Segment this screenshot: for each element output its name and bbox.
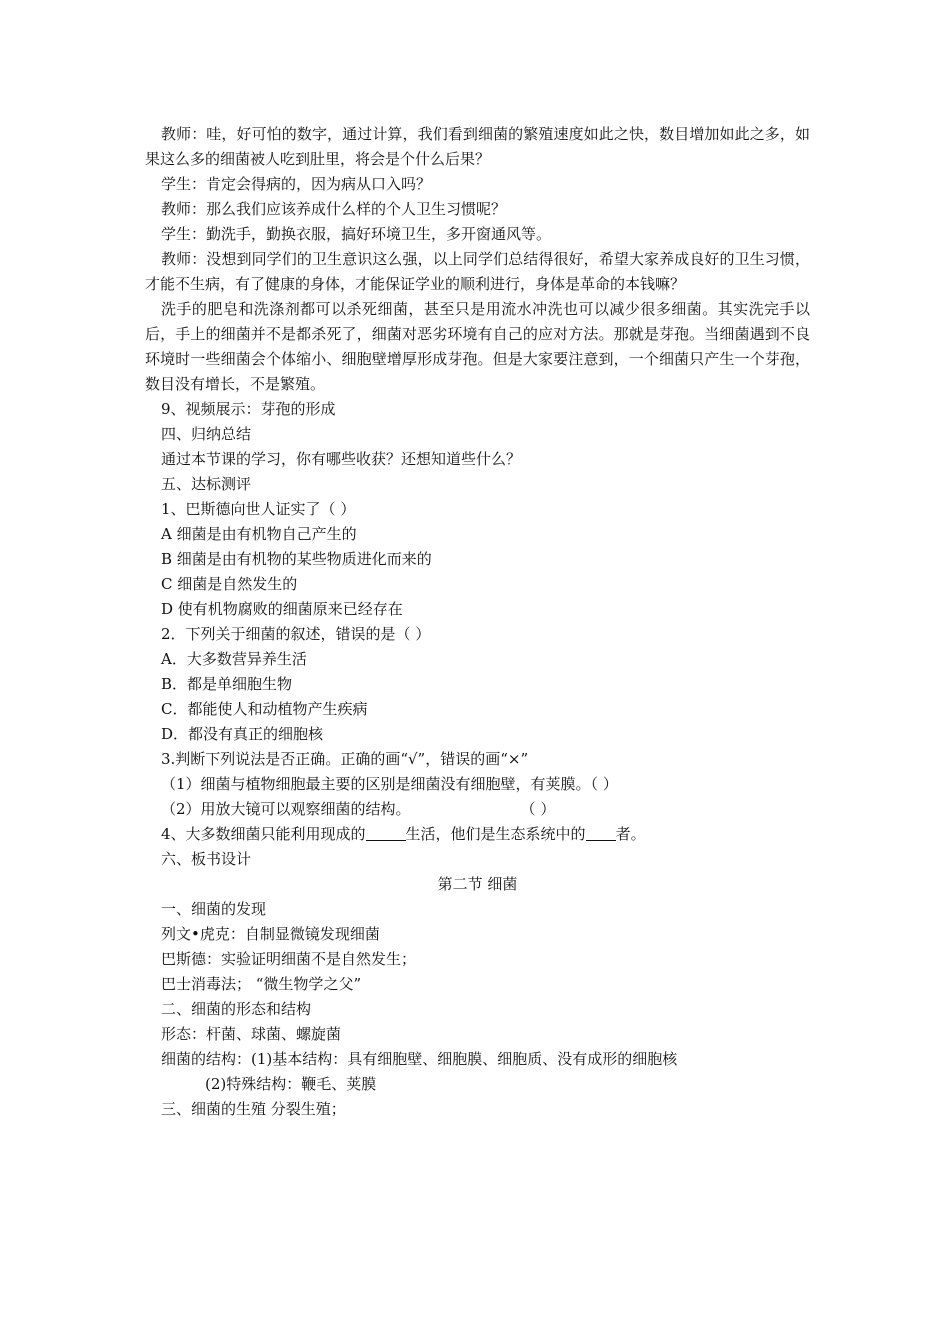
teacher-question-paragraph: 教师：哇，好可怕的数字，通过计算，我们看到细菌的繁殖速度如此之快，数目增加如此之多，如果这么多的细菌被人吃到肚里，将会是个什么后果？ [145,125,810,168]
statement-2-bracket: （ ） [520,800,556,818]
test-heading: 五、达标测评 [161,475,252,493]
board-line-pasteurization: 巴士消毒法； “微生物学之父” [161,975,362,993]
board-line-special-structure: (2)特殊结构：鞭毛、荚膜 [205,1075,377,1093]
q4-part-a: 4、大多数细菌只能利用现成的 [161,825,366,843]
board-line-morphology-heading: 二、细菌的形态和结构 [161,1000,312,1018]
summary-heading: 四、归纳总结 [161,425,252,443]
q4-part-b: 生活，他们是生态系统中的 [405,825,586,843]
question-2-option-c: C．都能使人和动植物产生疾病 [161,700,368,718]
question-2-option-d: D．都没有真正的细胞核 [161,725,324,743]
student-answer-1: 学生：肯定会得病的，因为病从口入吗？ [161,175,432,193]
answer-blank-1 [366,824,406,841]
student-answer-2: 学生：勤洗手，勤换衣服，搞好环境卫生，多开窗通风等。 [161,225,552,243]
question-2-stem: 2．下列关于细菌的叙述，错误的是（ ） [161,625,431,643]
question-1-option-d: D 使有机物腐败的细菌原来已经存在 [161,600,403,618]
question-1-option-c: C 细菌是自然发生的 [161,575,298,593]
board-line-pasteur: 巴斯德：实验证明细菌不是自然发生； [161,950,417,968]
question-3-statement-1: （1）细菌与植物细胞最主要的区别是细菌没有细胞壁，有荚膜。（ ） [161,775,618,793]
q4-part-c: 者。 [615,825,646,843]
board-line-basic-structure: 细菌的结构：(1)基本结构：具有细胞壁、细胞膜、细胞质、没有成形的细胞核 [161,1050,678,1068]
board-line-discovery: 一、细菌的发现 [161,900,267,918]
question-3-statement-2 [145,797,810,822]
board-line-leeuwenhoek: 列文•虎克：自制显微镜发现细菌 [161,925,380,943]
spore-explanation-paragraph: 洗手的肥皂和洗涤剂都可以杀死细菌，甚至只是用流水冲洗也可以减少很多细菌。其实洗完手以后，手上的细菌并不是都杀死了，细菌对恶劣环境有自己的应对方法。那就是芽孢。当细菌遇到不良环境时一些细菌会个体缩小、细胞壁增厚形成芽孢。但是大家要注意到，一个细菌只产生一个芽孢，数目没有增长，不是繁殖。 [145,300,810,393]
question-4 [145,822,810,847]
teacher-question-2: 教师：那么我们应该养成什么样的个人卫生习惯呢？ [161,200,507,218]
question-3-stem: 3.判断下列说法是否正确。正确的画“√”，错误的画“×” [161,750,529,768]
board-heading: 六、板书设计 [161,850,252,868]
video-item: 9、视频展示：芽孢的形成 [161,400,336,418]
question-2-option-a: A．大多数营异养生活 [161,650,307,668]
board-line-shapes: 形态：杆菌、球菌、螺旋菌 [161,1025,342,1043]
teacher-summary-paragraph: 教师：没想到同学们的卫生意识这么强，以上同学们总结得很好，希望大家养成良好的卫生习惯，才能不生病，有了健康的身体，才能保证学业的顺利进行，身体是革命的本钱嘛？ [145,250,810,293]
question-1-option-b: B 细菌是由有机物的某些物质进化而来的 [161,550,432,568]
board-title: 第二节 细菌 [437,875,518,893]
summary-text: 通过本节课的学习，你有哪些收获？还想知道些什么？ [161,450,522,468]
answer-blank-2 [586,824,616,841]
statement-2-text: （2）用放大镜可以观察细菌的结构。 [161,800,411,818]
document-body [145,122,810,1122]
question-2-option-b: B．都是单细胞生物 [161,675,293,693]
question-1-option-a: A 细菌是由有机物自己产生的 [161,525,357,543]
board-line-reproduction: 三、细菌的生殖 分裂生殖； [161,1100,346,1118]
question-1-stem: 1、巴斯德向世人证实了（ ） [161,500,356,518]
